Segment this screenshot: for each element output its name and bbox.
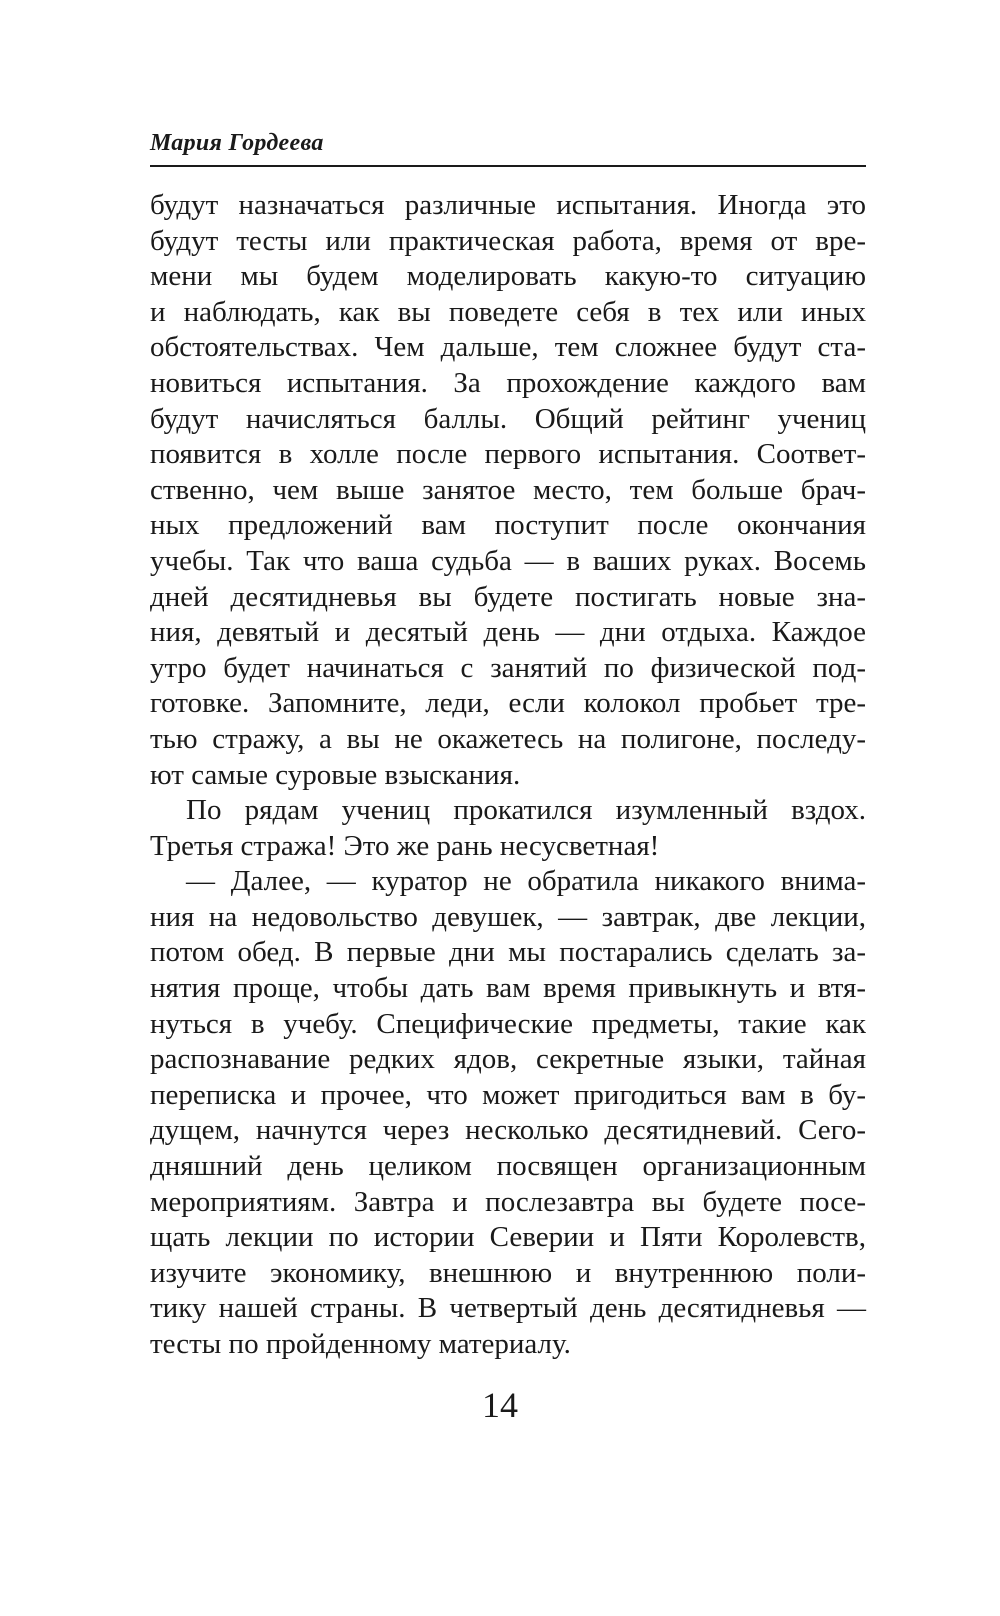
text-line: мероприятиям. Завтра и послезавтра вы будете посе- (150, 1185, 866, 1218)
text-line: дней десятидневья вы будете постигать новые зна- (150, 580, 866, 613)
text-line: нятия проще, чтобы дать вам время привыкнуть и втя- (150, 972, 866, 1005)
text-line: распознавание редких ядов, секретные языки, тайная (150, 1043, 866, 1076)
text-line: дущем, начнутся через несколько десятидневий. Сего- (150, 1114, 866, 1147)
text-line: будут начисляться баллы. Общий рейтинг учениц (150, 402, 866, 435)
text-line: ют самые суровые взыскания. (150, 758, 521, 791)
text-line: учебы. Так что ваша судьба — в ваших руках. Восемь (150, 544, 866, 577)
text-line: Третья стража! Это же рань несусветная! (150, 829, 660, 862)
text-line: тесты по пройденному материалу. (150, 1328, 571, 1360)
text-line: новиться испытания. За прохождение каждого вам (150, 366, 866, 399)
text-line: потом обед. В первые дни мы постарались сделать за- (150, 936, 866, 969)
text-line: щать лекции по истории Северии и Пяти Королевств, (150, 1221, 866, 1254)
text-line: готовке. Запомните, леди, если колокол пробьет тре- (150, 687, 866, 720)
text-line: нуться в учебу. Специфические предметы, такие как (150, 1007, 866, 1040)
text-line: ния на недовольство девушек, — завтрак, две лекции, (150, 900, 866, 933)
text-line: будут тесты или практическая работа, время от вре- (150, 224, 866, 257)
text-line: дняшний день целиком посвящен организационным (150, 1150, 866, 1183)
text-line: будут назначаться различные испытания. Иногда это (150, 189, 866, 221)
text-line: появится в холле после первого испытания. Соответ- (150, 438, 866, 471)
text-line: По рядам учениц прокатился изумленный вздох. (186, 794, 866, 827)
text-line: утро будет начинаться с занятий по физической под- (150, 651, 866, 684)
body-text (150, 188, 866, 1363)
text-line: тику нашей страны. В четвертый день десятидневья — (150, 1292, 866, 1325)
text-line: ственно, чем выше занятое место, тем больше брач- (150, 473, 866, 506)
text-line: и наблюдать, как вы поведете себя в тех или иных (150, 295, 866, 328)
text-line: переписка и прочее, что может пригодиться вам в бу- (150, 1078, 866, 1111)
text-line: ных предложений вам поступит после окончания (150, 509, 866, 542)
text-line: тью стражу, а вы не окажетесь на полигоне, последу- (150, 722, 866, 755)
running-head-author: Мария Гордеева (150, 130, 324, 156)
page-number: 14 (482, 1385, 518, 1425)
text-line: обстоятельствах. Чем дальше, тем сложнее будут ста- (150, 331, 866, 364)
header-rule (150, 165, 866, 167)
text-line: ния, девятый и десятый день — дни отдыха. Каждое (150, 616, 866, 649)
text-line: изучите экономику, внешнюю и внутреннюю поли- (150, 1256, 866, 1289)
text-line: — Далее, — куратор не обратила никакого внима- (186, 865, 866, 898)
text-line: мени мы будем моделировать какую-то ситуацию (150, 260, 866, 293)
